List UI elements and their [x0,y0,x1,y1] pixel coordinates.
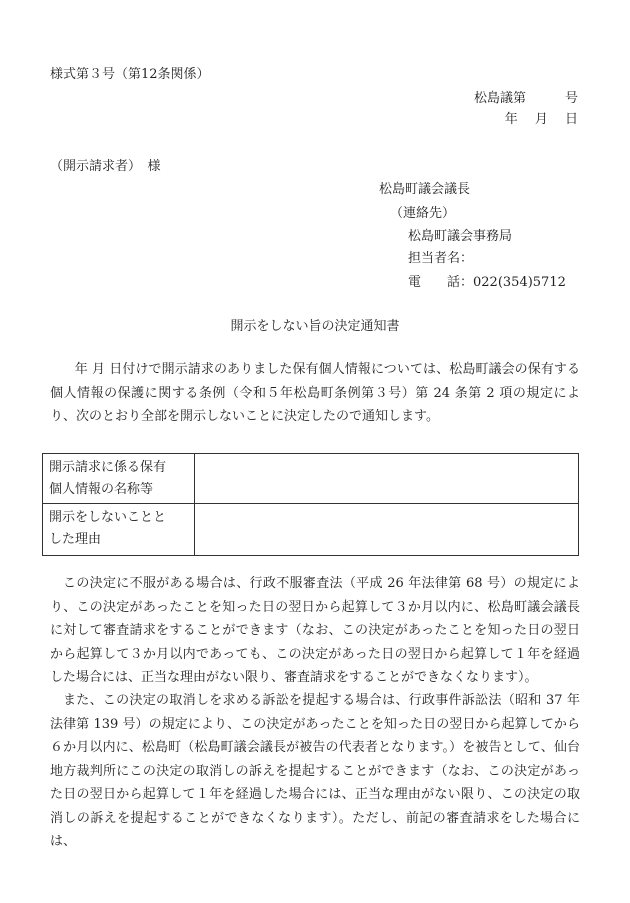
table-label-line: 開示請求に係る保有 [49,460,167,475]
notice-paragraph-1: この決定に不服がある場合は、行政不服審査法（平成 26 年法律第 68 号）の規定により、この決定があったことを知った日の翌日から起算して３か月以内に、松島町議会議長に対して審査請求をすることができます（なお、この決定があったことを知った日の翌日から起算して３か月以内であっても、この決定があった日の翌日から起算して１年を経過した場合には、正当な理由がない限り、審査請求をすることができなくなります）。 [50,576,580,685]
contact-label: （連絡先） [390,206,456,221]
sender-title: 松島町議会議長 [379,182,471,197]
table-label-cell [43,454,195,504]
info-table [42,453,579,556]
document-number: 松島議第 号 [473,91,578,106]
table-label-line: 個人情報の名称等 [49,482,154,497]
document-date: 年 月 日 [504,112,578,127]
notice-paragraph-2: また、この決定の取消しを求める訴訟を提起する場合は、行政事件訴訟法（昭和 37 年法律第 139 号）の規定により、この決定があったことを知った日の翌日から起算してから６か月以内に、松島町（松島町議会議長が被告の代表者となります。）を被告として、仙台地方裁判所にこの決定の取消しの訴えを提起することができます（なお、この決定があった日の翌日から起算して１年を経過した場合には、正当な理由がない限り、この決定の取消しの訴えを提起することができなくなります）。ただし、前記の審査請求をした場合には、 [50,693,580,849]
phone-number: ：022(354)5712 [460,275,566,290]
sender-phone [408,276,566,289]
form-number: 様式第３号（第12条関係） [50,67,210,82]
intro-paragraph: 年 月 日付けで開示請求のありました保有個人情報については、松島町議会の保有する個人情報の保護に関する条例（令和５年松島町条例第３号）第 24 条第 2 項の規定により、次のとおり全部を開示しないことに決定したので通知します。 [50,362,580,424]
table-row [43,454,579,504]
document-title: 開示をしない旨の決定通知書 [230,319,400,334]
table-label-cell [43,504,195,556]
table-row [43,504,579,556]
phone-label: 電 話 [408,275,461,290]
sender-office: 松島町議会事務局 [408,229,513,244]
table-label-line: した理由 [49,532,102,547]
table-value-cell [195,504,579,556]
sender-person: 担当者名： [408,251,474,266]
table-value-cell [195,454,579,504]
table-label-line: 開示をしないことと [49,510,167,525]
recipient: （開示請求者） 様 [50,159,161,174]
